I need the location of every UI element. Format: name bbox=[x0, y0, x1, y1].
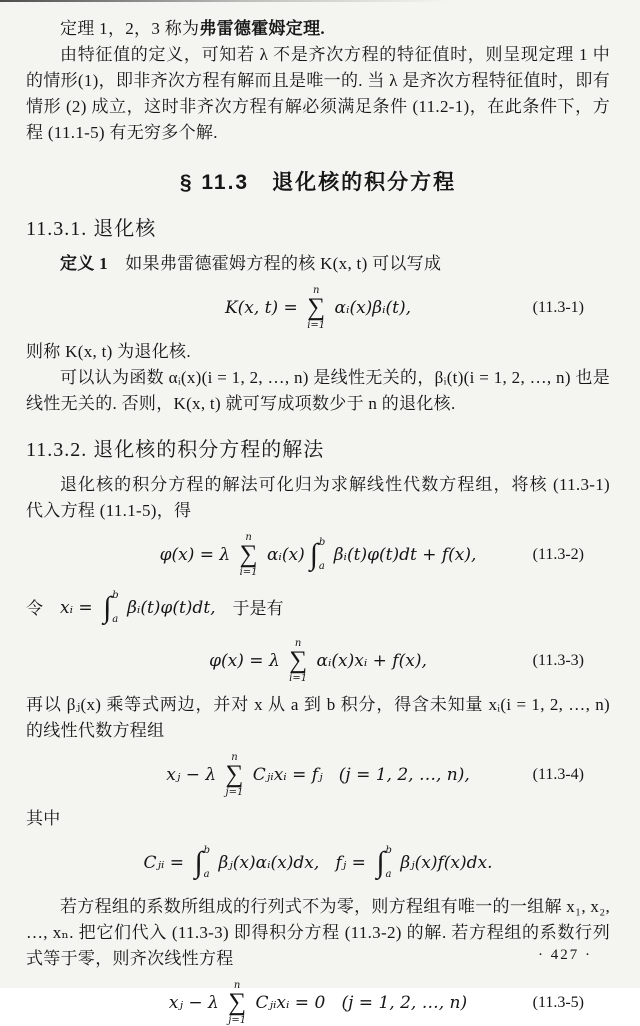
equation-11-3-3 bbox=[26, 638, 610, 684]
sigma-icon: ∑ bbox=[307, 294, 326, 322]
sum-upper-limit: n bbox=[312, 285, 320, 297]
integral-operator bbox=[310, 538, 326, 572]
coef-lhs: Cⱼᵢ = bbox=[143, 852, 190, 873]
section-heading: § 11.3 退化核的积分方程 bbox=[179, 171, 457, 194]
sum-upper-limit: n bbox=[233, 980, 241, 992]
coefficient-definitions-formula bbox=[26, 840, 610, 886]
paragraph-among-which: 其中 bbox=[26, 809, 61, 828]
sum-lower-limit: i=1 bbox=[239, 566, 258, 578]
fredholm-theorem-bold: 弗雷德霍姆定理. bbox=[199, 19, 325, 38]
definition-label: 定义 1 bbox=[60, 254, 108, 273]
sum-upper-limit: n bbox=[231, 752, 238, 764]
integral-upper-limit: b bbox=[385, 845, 392, 856]
integral-lower-limit: a bbox=[203, 869, 210, 880]
integral-icon: ∫ bbox=[194, 846, 203, 879]
integral-operator bbox=[103, 591, 119, 625]
integral-icon: ∫ bbox=[376, 846, 385, 879]
paragraph-method-intro: 退化核的积分方程的解法可化归为求解线性代数方程组，将核 (11.3-1) 代入方程 (11.1-5)，得 bbox=[26, 475, 610, 520]
page-number: · 427 · bbox=[538, 947, 592, 963]
integral-operator bbox=[194, 846, 210, 880]
paragraph-linear-independence: 可以认为函数 αᵢ(x)(i = 1, 2, …, n) 是线性无关的，βᵢ(t)(i = 1, 2, …, n) 也是线性无关的. 否则，K(x, t) 就可写成项数少于 n 的退化核. bbox=[26, 368, 610, 413]
equation-11-3-5 bbox=[26, 980, 610, 1026]
integral-upper-limit: b bbox=[318, 537, 326, 548]
let-lhs: xᵢ = bbox=[60, 597, 99, 618]
eq1-lhs: K(x, t) = bbox=[224, 297, 304, 318]
eq3-lhs: φ(x) = λ bbox=[209, 650, 286, 671]
coef-mid: βⱼ(x)αᵢ(x)dx, fⱼ = bbox=[213, 852, 372, 873]
eq2-rhs: βᵢ(t)φ(t)dt + f(x), bbox=[328, 544, 477, 565]
definition-text: 如果弗雷德霍姆方程的核 K(x, t) 可以写成 bbox=[107, 254, 442, 273]
let-substitution-line bbox=[26, 586, 610, 630]
sigma-icon: ∑ bbox=[289, 647, 308, 675]
equation-11-3-1 bbox=[26, 285, 610, 331]
theorem-naming-text: 定理 1，2，3 称为 bbox=[60, 19, 200, 38]
eq2-mid: αᵢ(x) bbox=[261, 544, 305, 565]
equation-11-3-2 bbox=[26, 532, 610, 578]
integral-icon: ∫ bbox=[309, 538, 318, 571]
paragraph-definition-1 bbox=[26, 251, 610, 277]
integral-icon: ∫ bbox=[103, 591, 112, 624]
eq5-rhs: Cⱼᵢxᵢ = 0 (j = 1, 2, …, n) bbox=[250, 992, 468, 1013]
integral-lower-limit: a bbox=[318, 561, 325, 572]
let-tail-text: 于是有 bbox=[215, 598, 284, 618]
sum-lower-limit: j=1 bbox=[225, 786, 244, 798]
integral-lower-limit: a bbox=[385, 869, 392, 880]
let-rhs: βᵢ(t)φ(t)dt, bbox=[121, 597, 216, 618]
eq3-number: (11.3-3) bbox=[532, 652, 584, 669]
integral-limits bbox=[319, 538, 325, 572]
sigma-icon: ∑ bbox=[225, 761, 244, 789]
sum-operator bbox=[307, 285, 325, 331]
integral-limits bbox=[112, 591, 118, 625]
sum-operator bbox=[226, 752, 244, 798]
subsection-1-title: 11.3.1. 退化核 bbox=[26, 218, 157, 240]
paragraph-theorem-naming bbox=[26, 16, 610, 42]
integral-limits bbox=[386, 846, 392, 880]
eq2-lhs: φ(x) = λ bbox=[159, 544, 236, 565]
coef-rhs: βⱼ(x)f(x)dx. bbox=[394, 852, 493, 873]
integral-upper-limit: b bbox=[203, 845, 211, 856]
equation-11-3-4 bbox=[26, 752, 610, 798]
eq1-number: (11.3-1) bbox=[532, 299, 584, 316]
sum-upper-limit: n bbox=[245, 532, 252, 544]
paragraph-eigenvalue-discussion: 由特征值的定义，可知若 λ 不是齐次方程的特征值时，则呈现定理 1 中的情形(1)，即非齐次方程有解而且是唯一的. 当 λ 是齐次方程特征值时，即有情形 (2) 成立，这时非齐次方程有解必须满足条件 (11.2-1)，在此条件下，方程 (11.1-5) 有无穷多个解. bbox=[26, 45, 610, 142]
integral-upper-limit: b bbox=[112, 590, 119, 601]
sum-lower-limit: i=1 bbox=[289, 672, 308, 684]
sum-lower-limit: j=1 bbox=[228, 1014, 247, 1026]
paragraph-determinant-discussion: 若方程组的系数所组成的行列式不为零，则方程组有唯一的一组解 x₁, x₂, …, xₙ. 把它们代入 (11.3-3) 即得积分方程 (11.3-2) 的解. 若方程组的系数行列式等于零，则齐次线性方程 bbox=[26, 897, 610, 968]
let-word: 令 bbox=[26, 598, 60, 618]
subsection-2-title: 11.3.2. 退化核的积分方程的解法 bbox=[26, 439, 325, 461]
integral-limits bbox=[204, 846, 210, 880]
eq4-rhs: Cⱼᵢxᵢ = fⱼ (j = 1, 2, …, n), bbox=[247, 764, 470, 785]
eq2-number: (11.3-2) bbox=[532, 546, 584, 563]
sum-operator bbox=[289, 638, 307, 684]
paragraph-kernel-name: 则称 K(x, t) 为退化核. bbox=[26, 342, 191, 361]
sum-operator bbox=[228, 980, 246, 1026]
sigma-icon: ∑ bbox=[228, 989, 247, 1017]
eq4-lhs: xⱼ − λ bbox=[166, 764, 222, 785]
sum-operator bbox=[240, 532, 258, 578]
eq5-lhs: xⱼ − λ bbox=[168, 992, 225, 1013]
eq4-number: (11.3-4) bbox=[532, 766, 584, 783]
eq5-number: (11.3-5) bbox=[532, 994, 584, 1011]
integral-operator bbox=[376, 846, 392, 880]
sum-upper-limit: n bbox=[294, 638, 302, 650]
paragraph-multiply-integrate: 再以 βⱼ(x) 乘等式两边，并对 x 从 a 到 b 积分，得含未知量 xᵢ(i = 1, 2, …, n) 的线性代数方程组 bbox=[26, 695, 610, 740]
sigma-icon: ∑ bbox=[239, 541, 258, 569]
eq1-rhs: αᵢ(x)βᵢ(t), bbox=[329, 297, 412, 318]
eq3-rhs: αᵢ(x)xᵢ + f(x), bbox=[311, 650, 427, 671]
sum-lower-limit: i=1 bbox=[307, 319, 326, 331]
integral-lower-limit: a bbox=[112, 614, 119, 625]
